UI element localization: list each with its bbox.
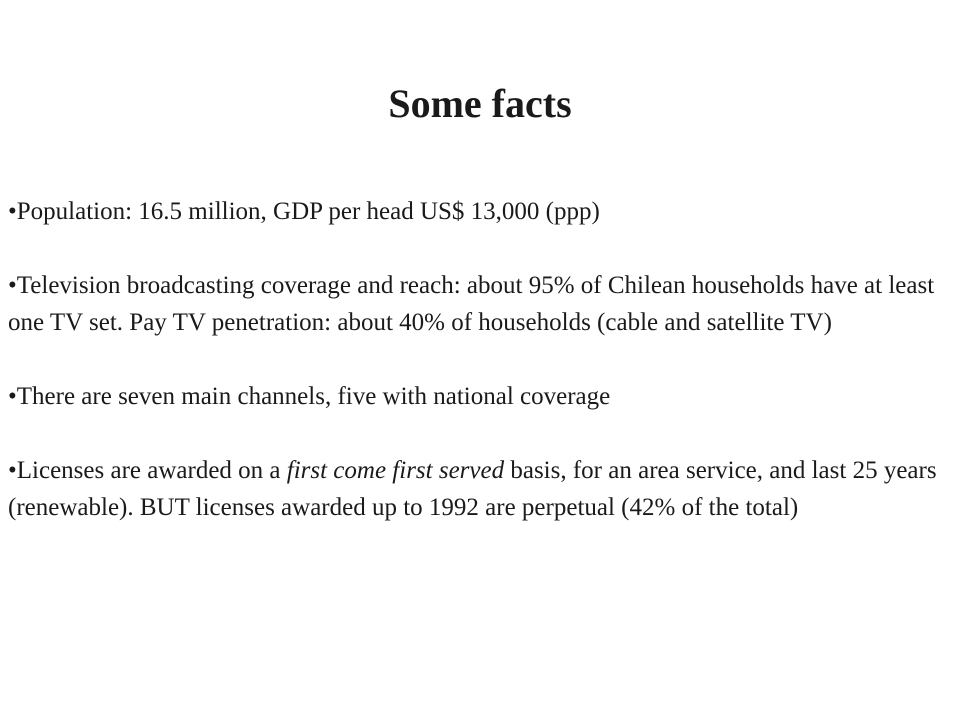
- bullet-population: [8, 193, 948, 230]
- bullet-television-coverage: [8, 267, 948, 341]
- bullet-channels: [8, 378, 948, 415]
- bullet-text: Population: 16.5 million, GDP per head US$ 13,000 (ppp): [16, 198, 600, 225]
- bullet-text-italic: first come first served: [286, 457, 505, 484]
- bullet-text: Television broadcasting coverage and reach: about 95% of Chilean households have at least one TV set. Pay TV penetration: about 40% of households (cable and satellite TV): [8, 272, 935, 336]
- bullet-marker: •: [8, 457, 17, 484]
- bullet-text-before: Licenses are awarded on a: [16, 457, 287, 484]
- bullet-marker: •: [8, 198, 17, 225]
- bullet-marker: •: [8, 383, 17, 410]
- bullet-text: There are seven main channels, five with national coverage: [16, 383, 611, 410]
- bullet-licenses: [8, 452, 948, 526]
- bullet-marker: •: [8, 272, 17, 299]
- slide-title: Some facts: [388, 81, 572, 126]
- bullet-list: [8, 193, 948, 526]
- bullet-text-after: basis, for an area service, and last 25 years (renewable). BUT licenses awarded up to 1992 are perpetual (42% of the total): [8, 457, 937, 521]
